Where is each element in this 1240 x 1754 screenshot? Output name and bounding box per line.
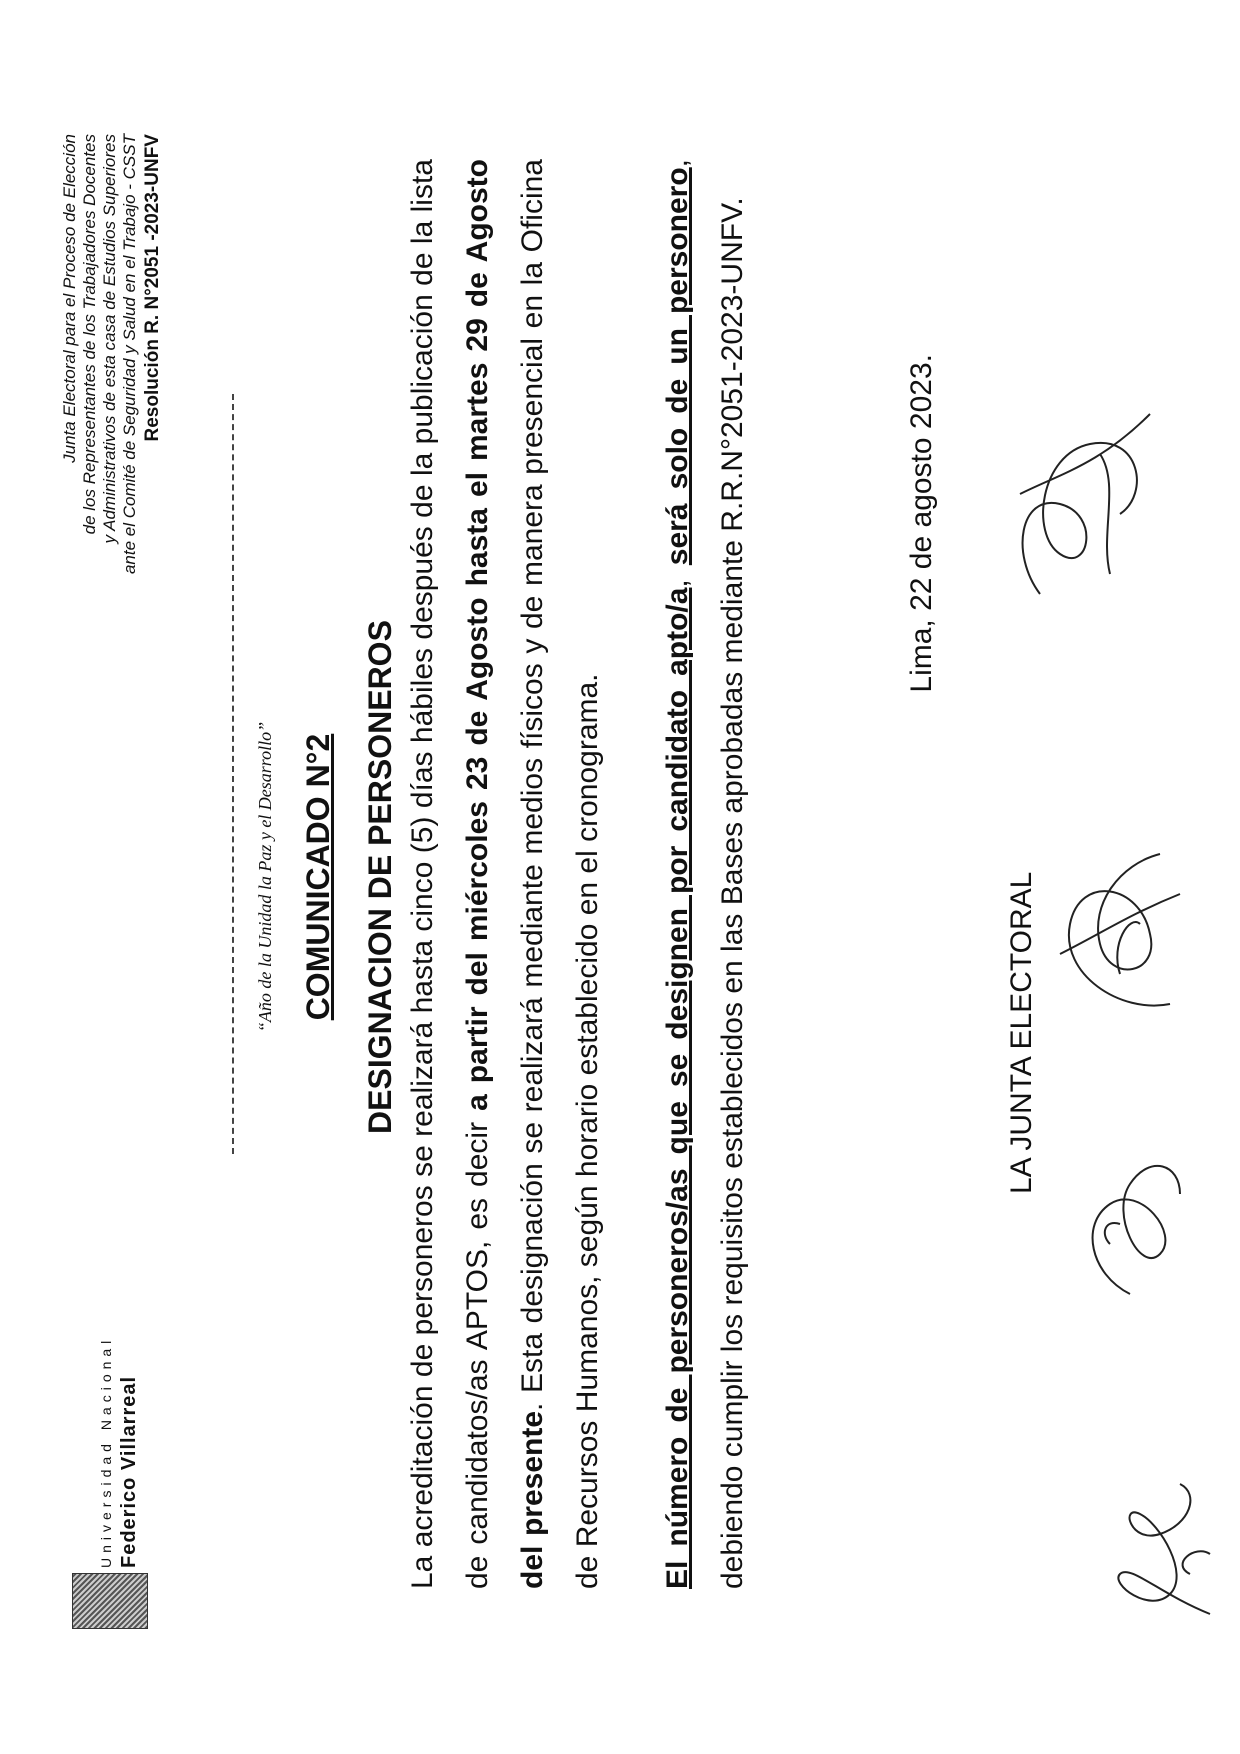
- signature-3: [1040, 834, 1200, 1034]
- junta-line: ante el Comité de Seguridad y Salud en el Trabajo - CSST: [120, 134, 139, 575]
- university-name-line2: Federico Villarreal: [118, 1375, 140, 1568]
- junta-line: de los Representantes de los Trabajadores Docentes: [80, 134, 99, 535]
- signature-4: [1000, 384, 1170, 614]
- p1-dates: a partir del miércoles 23 de Agosto hasta el martes 29 de Agosto del presente: [461, 159, 549, 1589]
- paragraph-accreditation: [395, 159, 615, 1589]
- page-title: COMUNICADO N°2: [300, 733, 336, 1021]
- junta-line: Junta Electoral para el Proceso de Elección: [60, 134, 79, 463]
- year-motto: “Año de la Unidad la Paz y el Desarrollo”: [255, 721, 275, 1033]
- header-divider: [232, 394, 234, 1154]
- page-subtitle: DESIGNACION DE PERSONEROS: [362, 620, 398, 1134]
- junta-line: y Administrativos de esta casa de Estudios Superiores: [100, 134, 119, 544]
- junta-header: [60, 134, 190, 854]
- p2-bold-text-2: será solo de un personero: [661, 167, 694, 566]
- paragraph-number-of-personeros: [650, 159, 760, 1589]
- resolution-number: Resolución R. N°2051 -2023-UNFV: [142, 134, 163, 442]
- university-crest-icon: [72, 1573, 148, 1629]
- p1-text-end: . Esta designación se realizará mediante medios físicos y de manera presencial en la Oficina de Recursos Humanos, según horario establecido en el cronograma.: [516, 159, 604, 1589]
- p2-bold-text: El número de personeros/as que se designen por candidato apto/a: [661, 587, 694, 1589]
- signature-1: [1100, 1464, 1230, 1634]
- p1-text: La acreditación de personeros se realizará hasta cinco (5) días hábiles después de la publicación de la lista de candidatos/as APTOS, es decir: [406, 159, 494, 1589]
- p2-comma: ,: [661, 565, 694, 588]
- university-name-line1: Universidad Nacional: [98, 1335, 114, 1568]
- signatory: LA JUNTA ELECTORAL: [1005, 871, 1038, 1194]
- signature-2: [1070, 1134, 1200, 1314]
- signing-date: Lima, 22 de agosto 2023.: [905, 354, 938, 693]
- p2-rest: , debiendo cumplir los requisitos establecidos en las Bases aprobadas mediante R.R.N°2051-2023-UNFV.: [661, 158, 749, 1589]
